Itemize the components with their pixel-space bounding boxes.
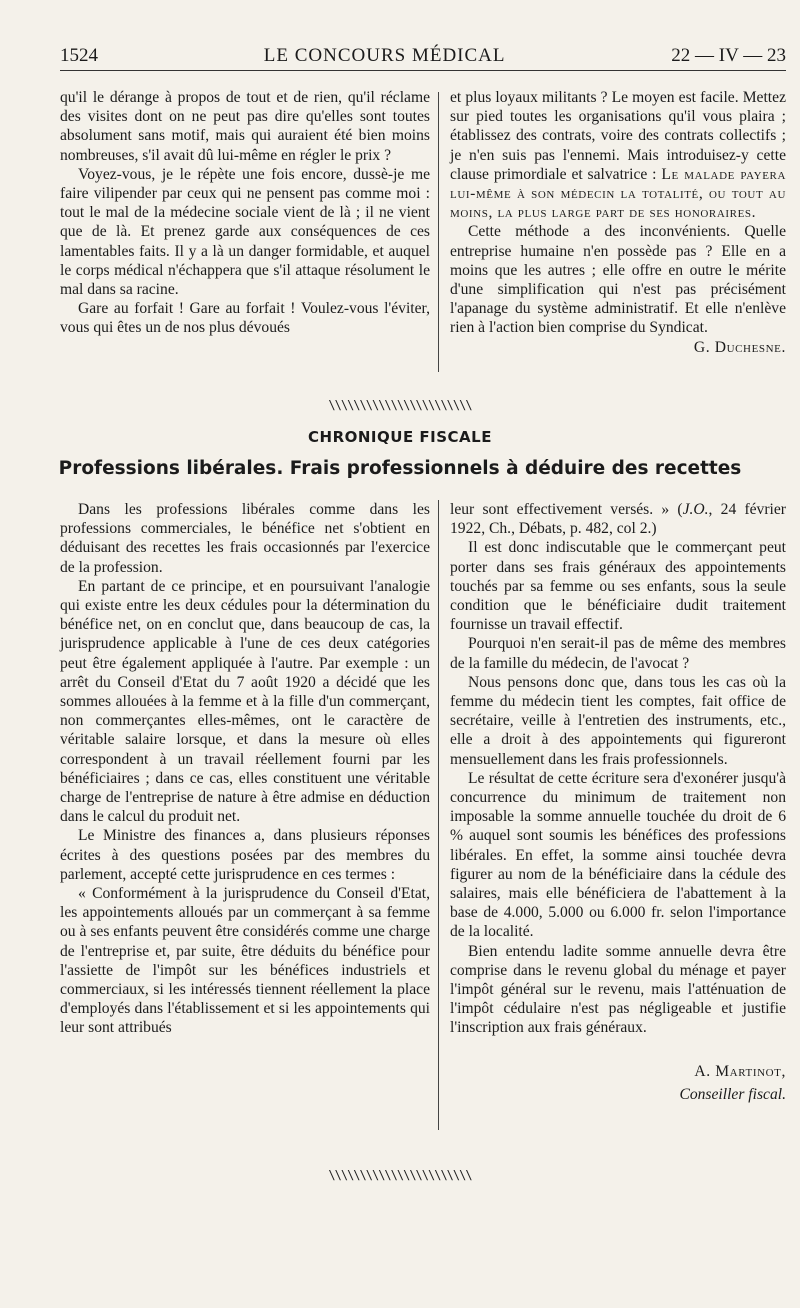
paragraph: En partant de ce principe, et en poursuivant l'analogie qui existe entre les deux cédules pour la détermination du bénéfice net, on en conclut que, dans beaucoup de cas, la jurisprudence applicable à l'une de ces deux catégories peut être également appliquée à l'autre. Par exemple : un arrêt du Conseil d'Etat du 7 août 1920 a décidé que les sommes allouées à la femme et à la fille d'un commerçant, non commerçantes elles-mêmes, ont le caractère de véritable salaire lorsque, et dans la mesure où elles correspondent à un travail réellement fourni par les bénéficiaires ; dans ce cas, elles constituent une véritable charge de l'entreprise de nature à être admise en déduction dans le calcul du produit net. (60, 577, 430, 826)
author-signature: G. Duchesne. (693, 338, 786, 356)
paragraph: Voyez-vous, je le répète une fois encore, dussè-je me faire vilipender par ceux qui ne pensent pas comme moi : tout le mal de la médecine sociale vient de là ; il ne vient que de là. Et prenez garde aux conséquences de ces lamentables faits. Il y a là un danger formidable, et auquel le corps médical n'échappera que s'il attaque résolument le mal dans sa racine. (60, 165, 430, 299)
paragraph: Cette méthode a des inconvénients. Quelle entreprise humaine n'en possède pas ? Elle en a moins que les autres ; elle offre en outre le mérite d'une simplification qui n'est pas précisément l'apanage du système administratif. Et elle n'enlève rien à l'action bien comprise du Syndicat. (450, 223, 786, 337)
section-ornament: \\\\\\\\\\\\\\\\\\\\\\\ (328, 1168, 472, 1182)
paragraph: Le Ministre des finances a, dans plusieurs réponses écrites à des questions posées par des membres du parlement, accepté cette jurisprudence en ces termes : (60, 827, 430, 883)
quotation: « Conformément à la jurisprudence du Conseil d'Etat, les appointements alloués par un commerçant à sa femme ou à ses enfants peuvent être considérés comme une charge de l'entreprise et, par suite, être déduits du bénéfice pour l'assiette de l'impôt sur les bénéfices industriels et commerciaux, si les intéressés tiennent réellement la place d'employés dans l'établissement et si les appointements qui leur sont attribués (60, 885, 430, 1037)
paragraph (450, 88, 786, 222)
article-headline: Professions libérales. Frais professionnels à déduire des recettes (58, 458, 742, 479)
paragraph: Le résultat de cette écriture sera d'exonérer jusqu'à concurrence du minimum de traitement non imposable la somme annuelle touchée du droit de 6 % auquel sont soumis les bénéfices des professions libérales. En effet, la somme ainsi touchée devra figurer au nom de la bénéficiaire dans la cédule des salaires, mais elle bénéficiera de l'abattement à la base de 4.000, 5.000 ou 6.000 fr. selon l'importance de la localité. (450, 769, 786, 941)
top-article-left-column (60, 88, 430, 338)
page-number: 1524 (60, 45, 98, 66)
running-head (60, 42, 786, 71)
paragraph: Bien entendu ladite somme annuelle devra être comprise dans le revenu global du ménage et payer l'impôt général sur le revenu, mais l'atténuation de l'impôt cédulaire n'est pas négligeable et justifie l'inscription aux frais généraux. (450, 942, 786, 1037)
paragraph: Nous pensons donc que, dans tous les cas où la femme du médecin tient les comptes, fait office de secrétaire, veille à l'entretien des instruments, etc., elle a droit à des appointements qui figureront mensuellement dans les frais professionnels. (450, 673, 786, 768)
paragraph-text: , 24 février 1922, Ch., Débats, p. 482, col 2.) (450, 501, 786, 538)
top-article-right-column (450, 88, 786, 357)
paragraph: Pourquoi n'en serait-il pas de même des membres de la famille du médecin, de l'avocat ? (450, 635, 786, 672)
paragraph: qu'il le dérange à propos de tout et de rien, qu'il réclame des visites dont on ne peut pas dire qu'elles sont toutes absolument sans motif, mais qui auraient été bien moins nombreuses, s'il avait dû lui-même en régler le prix ? (60, 89, 430, 164)
bottom-article-right-column (450, 500, 786, 1104)
author-role: Conseiller fiscal. (679, 1085, 786, 1103)
key-clause: Le malade payera lui-même à son médecin la totalité, ou tout au moins, la plus large part de ses honoraires. (450, 165, 786, 222)
section-rubric: CHRONIQUE FISCALE (308, 428, 492, 446)
author-name: A. Martinot, (694, 1062, 786, 1080)
paragraph: Dans les professions libérales comme dans les professions commerciales, le bénéfice net s'obtient en déduisant des recettes les frais occasionnés par l'exercice de la profession. (60, 501, 430, 576)
bottom-article-left-column (60, 500, 430, 1038)
author-signature (450, 1062, 786, 1104)
citation: J.O. (682, 501, 709, 518)
paragraph-text: leur sont effectivement versés. » ( (450, 501, 683, 518)
paragraph: Gare au forfait ! Gare au forfait ! Voulez-vous l'éviter, vous qui êtes un de nos plus dévoués (60, 300, 430, 337)
section-ornament: \\\\\\\\\\\\\\\\\\\\\\\ (328, 398, 472, 412)
issue-date: 22 — IV — 23 (671, 45, 786, 66)
column-divider (438, 92, 439, 372)
column-divider (438, 500, 439, 1130)
journal-title: LE CONCOURS MÉDICAL (263, 45, 506, 66)
paragraph-text: et plus loyaux militants ? Le moyen est facile. Mettez sur pied toutes les organisations qu'il vous plaira ; établissez des contrats, voire des contrats collectifs ; je n'en suis pas l'ennemi. Mais introduisez-y cette clause primordiale et salvatrice : (450, 89, 786, 183)
paragraph: Il est donc indiscutable que le commerçant peut porter dans ses frais généraux des appointements touchés par sa femme ou ses enfants, sous la seule condition que le bénéficiaire dudit traitement fournisse un travail effectif. (450, 539, 786, 634)
paragraph (450, 500, 786, 538)
